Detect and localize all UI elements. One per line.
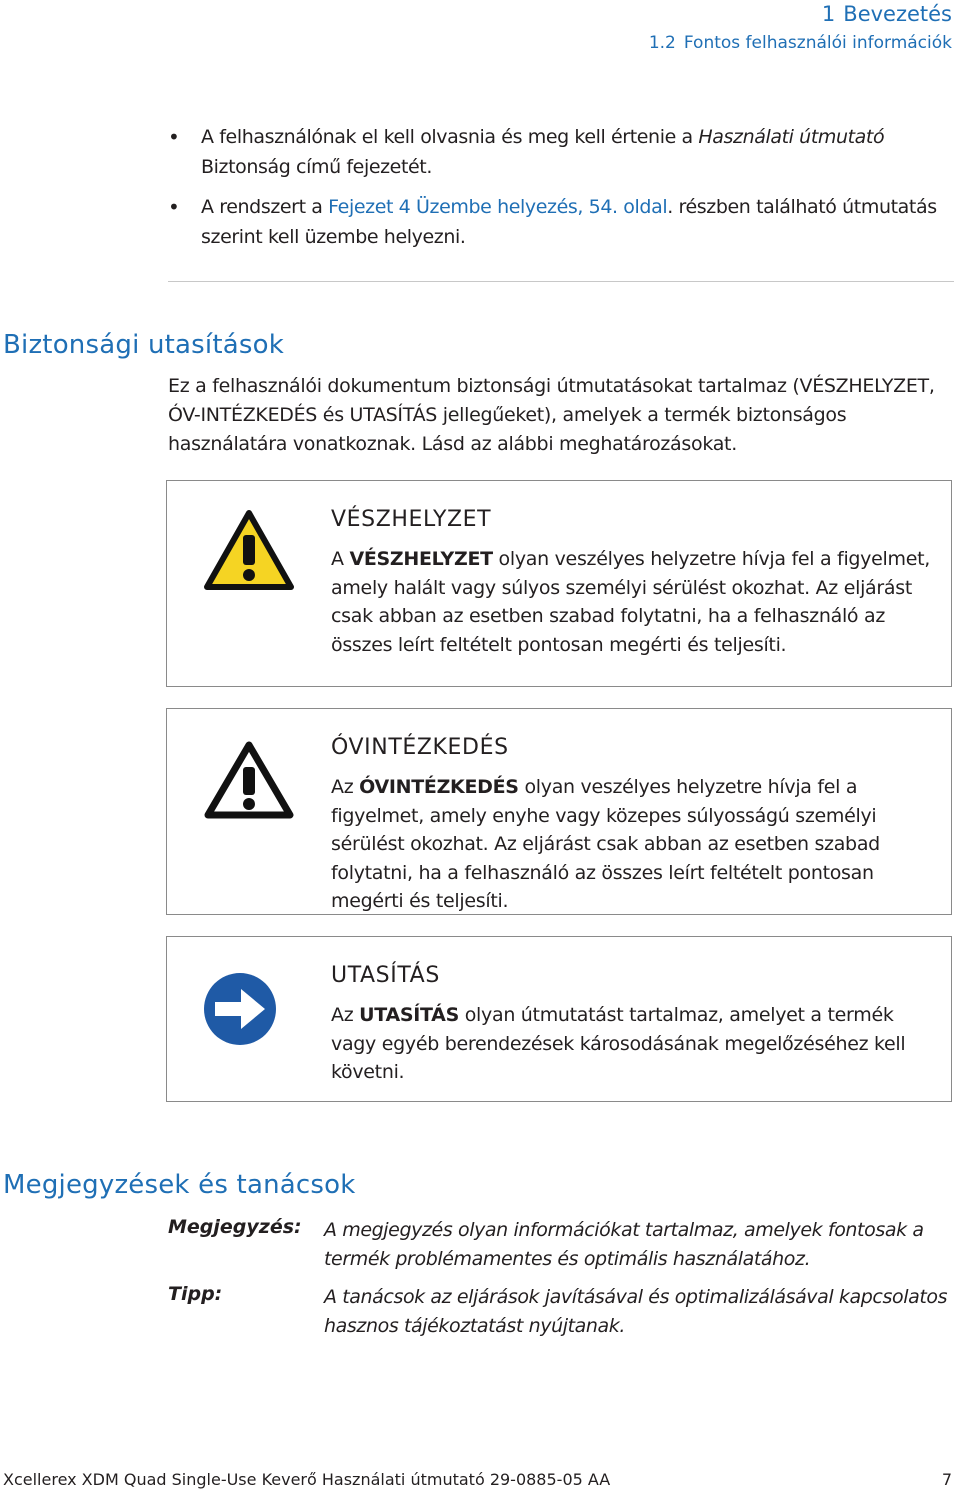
tip-row bbox=[168, 1283, 958, 1340]
notice-box bbox=[166, 936, 952, 1102]
tip-label: Tipp: bbox=[168, 1283, 223, 1305]
bullet-list bbox=[168, 122, 958, 262]
section-number: 1.2 bbox=[648, 33, 676, 53]
chapter-link[interactable]: Fejezet 4 Üzembe helyezés, 54. oldal bbox=[328, 196, 668, 218]
notes-heading: Megjegyzések és tanácsok bbox=[3, 1170, 356, 1200]
notice-title: UTASÍTÁS bbox=[331, 963, 440, 988]
page-footer bbox=[3, 1470, 952, 1489]
page-number: 7 bbox=[941, 1470, 952, 1489]
caution-triangle-icon bbox=[203, 739, 295, 821]
note-label: Megjegyzés: bbox=[168, 1216, 302, 1238]
warning-title: VÉSZHELYZET bbox=[331, 507, 492, 532]
safety-heading: Biztonsági utasítások bbox=[3, 330, 284, 360]
manual-reference: Használati útmutató bbox=[698, 126, 885, 148]
notice-arrow-icon bbox=[203, 972, 277, 1046]
footer-document-title: Xcellerex XDM Quad Single-Use Keverő Használati útmutató 29-0885-05 AA bbox=[3, 1470, 611, 1489]
notice-text: Az UTASÍTÁS olyan útmutatást tartalmaz, amelyet a termék vagy egyéb berendezések károsodásának megelőzéséhez kell követni. bbox=[331, 1004, 906, 1083]
safety-intro: Ez a felhasználói dokumentum biztonsági útmutatásokat tartalmaz (VÉSZHELYZET, ÓV-INTÉZKEDÉS és UTASÍTÁS jellegűeket), amelyek a termék biztonságos használatára vonatkoznak. Lásd az alábbi meghatározásokat. bbox=[168, 375, 935, 455]
note-text: A megjegyzés olyan információkat tartalmaz, amelyek fontosak a termék problémamentes és optimális használatához. bbox=[324, 1219, 924, 1270]
chapter-header bbox=[822, 2, 952, 26]
bullet-text: A rendszert a bbox=[201, 196, 329, 218]
warning-box bbox=[166, 480, 952, 687]
chapter-number: 1 bbox=[821, 2, 836, 26]
warning-text: A VÉSZHELYZET olyan veszélyes helyzetre hívja fel a figyelmet, amely halált vagy súlyos személyi sérülést okozhat. Az eljárást csak abban az esetben szabad folytatni, ha a felhasználó az összes leírt feltételt pontosan megérti és teljesíti. bbox=[331, 548, 930, 656]
list-item bbox=[168, 122, 958, 182]
section-header bbox=[649, 33, 952, 53]
caution-title: ÓVINTÉZKEDÉS bbox=[331, 735, 509, 760]
caution-box bbox=[166, 708, 952, 915]
divider bbox=[168, 281, 954, 282]
section-title: Fontos felhasználói információk bbox=[683, 33, 952, 53]
bullet-text: A felhasználónak el kell olvasnia és meg kell értenie a bbox=[201, 126, 699, 148]
bullet-text: Biztonság című fejezetét. bbox=[201, 156, 432, 178]
caution-text: Az ÓVINTÉZKEDÉS olyan veszélyes helyzetre hívja fel a figyelmet, amely enyhe vagy közepes súlyosságú személyi sérülést okozhat. Az eljárást csak abban az esetben szabad folytatni, ha a felhasználó az összes leírt feltételt pontosan megérti és teljesíti. bbox=[331, 776, 880, 912]
list-item bbox=[168, 192, 958, 252]
chapter-title: Bevezetés bbox=[843, 2, 952, 26]
tip-text: A tanácsok az eljárások javításával és optimalizálásával kapcsolatos hasznos tájékoztatást nyújtanak. bbox=[324, 1286, 948, 1337]
bullet-text: . részben található útmutatás szerint kell üzembe helyezni. bbox=[201, 196, 937, 248]
note-row bbox=[168, 1216, 958, 1273]
warning-triangle-icon bbox=[203, 509, 295, 591]
